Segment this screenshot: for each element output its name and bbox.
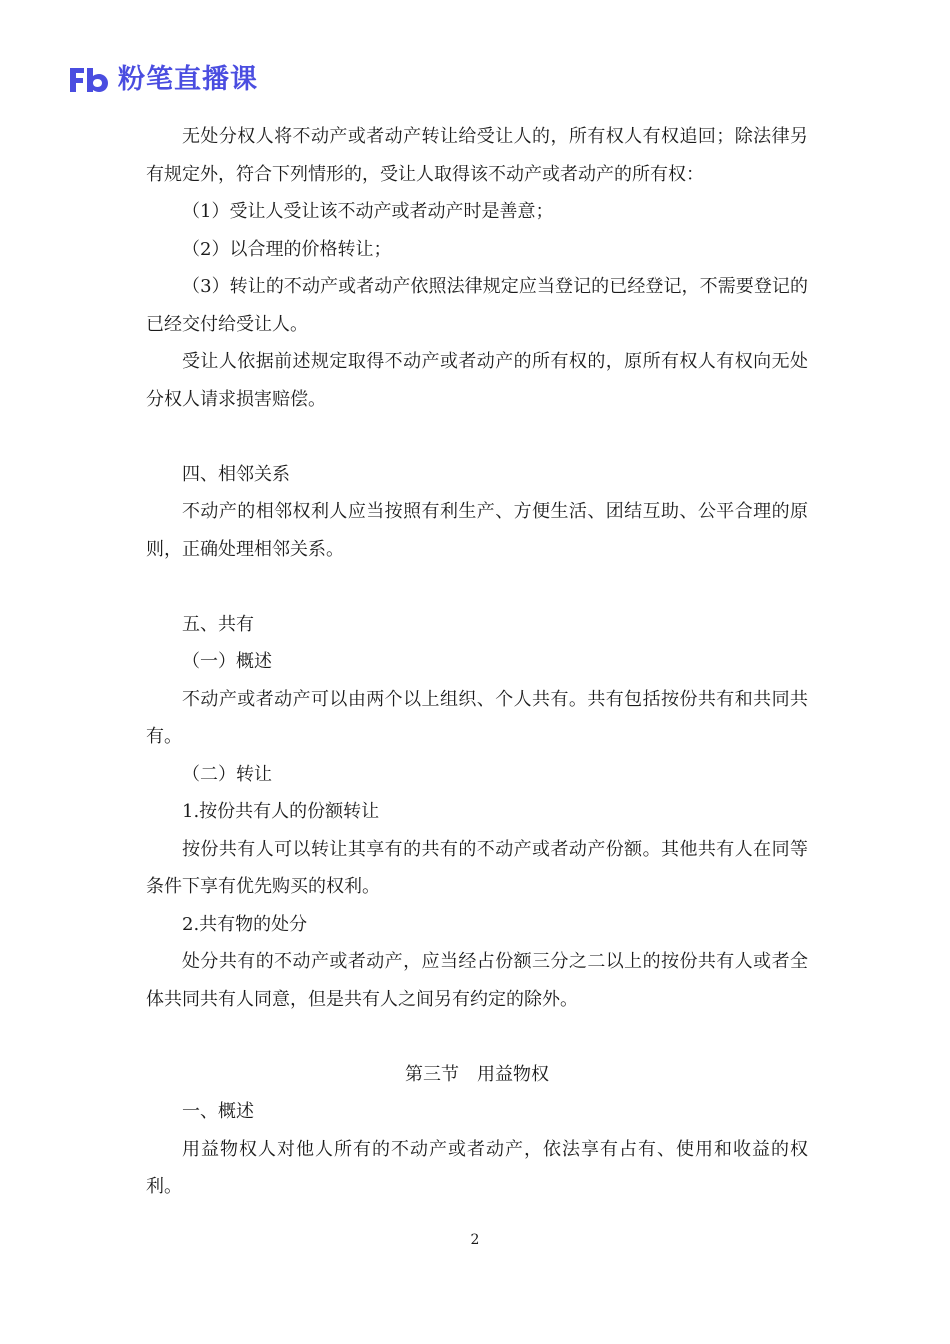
section-title: 第三节 用益物权 (405, 1063, 549, 1085)
paragraph-co-ownership-overview: 不动产或者动产可以由两个以上组织、个人共有。共有包括按份共有和共同共有。 (146, 688, 808, 747)
subheading-disposal: 2.共有物的处分 (182, 913, 308, 935)
paragraph-share-transfer: 按份共有人可以转让其享有的共有的不动产或者动产份额。其他共有人在同等条件下享有优先购买的权利。 (146, 838, 808, 897)
subheading-transfer: （二）转让 (182, 763, 272, 785)
brand-name: 粉笔直播课 (118, 64, 258, 95)
paragraph-disposal: 处分共有的不动产或者动产，应当经占份额三分之二以上的按份共有人或者全体共同共有人同意，但是共有人之间另有约定的除外。 (146, 951, 808, 1010)
spacer (146, 1018, 808, 1056)
subheading-overview: （一）概述 (182, 651, 272, 672)
paragraph-damages-claim: 受让人依据前述规定取得不动产或者动产的所有权的，原所有权人有权向无处分权人请求损害赔偿。 (146, 351, 808, 410)
page-number: 2 (470, 1232, 480, 1248)
subheading-share-transfer: 1.按份共有人的份额转让 (182, 801, 380, 822)
list-item-condition-2: （2）以合理的价格转让； (182, 238, 392, 260)
heading-co-ownership: 五、共有 (182, 613, 254, 635)
spacer (146, 568, 808, 606)
list-item-condition-3: （3）转让的不动产或者动产依照法律规定应当登记的已经登记，不需要登记的已经交付给受让人。 (146, 276, 808, 335)
paragraph-unauthorized-transfer: 无处分权人将不动产或者动产转让给受让人的，所有权人有权追回；除法律另有规定外，符合下列情形的，受让人取得该不动产或者动产的所有权： (146, 126, 808, 185)
paragraph-usufruct-overview: 用益物权人对他人所有的不动产或者动产，依法享有占有、使用和收益的权利。 (146, 1138, 808, 1197)
document-body (146, 118, 808, 1206)
heading-neighbor-relations: 四、相邻关系 (182, 463, 290, 485)
spacer (146, 418, 808, 456)
brand-logo (68, 62, 258, 98)
list-item-condition-1: （1）受让人受让该不动产或者动产时是善意； (182, 201, 554, 222)
paragraph-neighbor-relations: 不动产的相邻权利人应当按照有利生产、方便生活、团结互助、公平合理的原则，正确处理相邻关系。 (146, 501, 808, 560)
heading-usufruct-overview: 一、概述 (182, 1101, 254, 1122)
fb-logo-icon (68, 66, 110, 94)
